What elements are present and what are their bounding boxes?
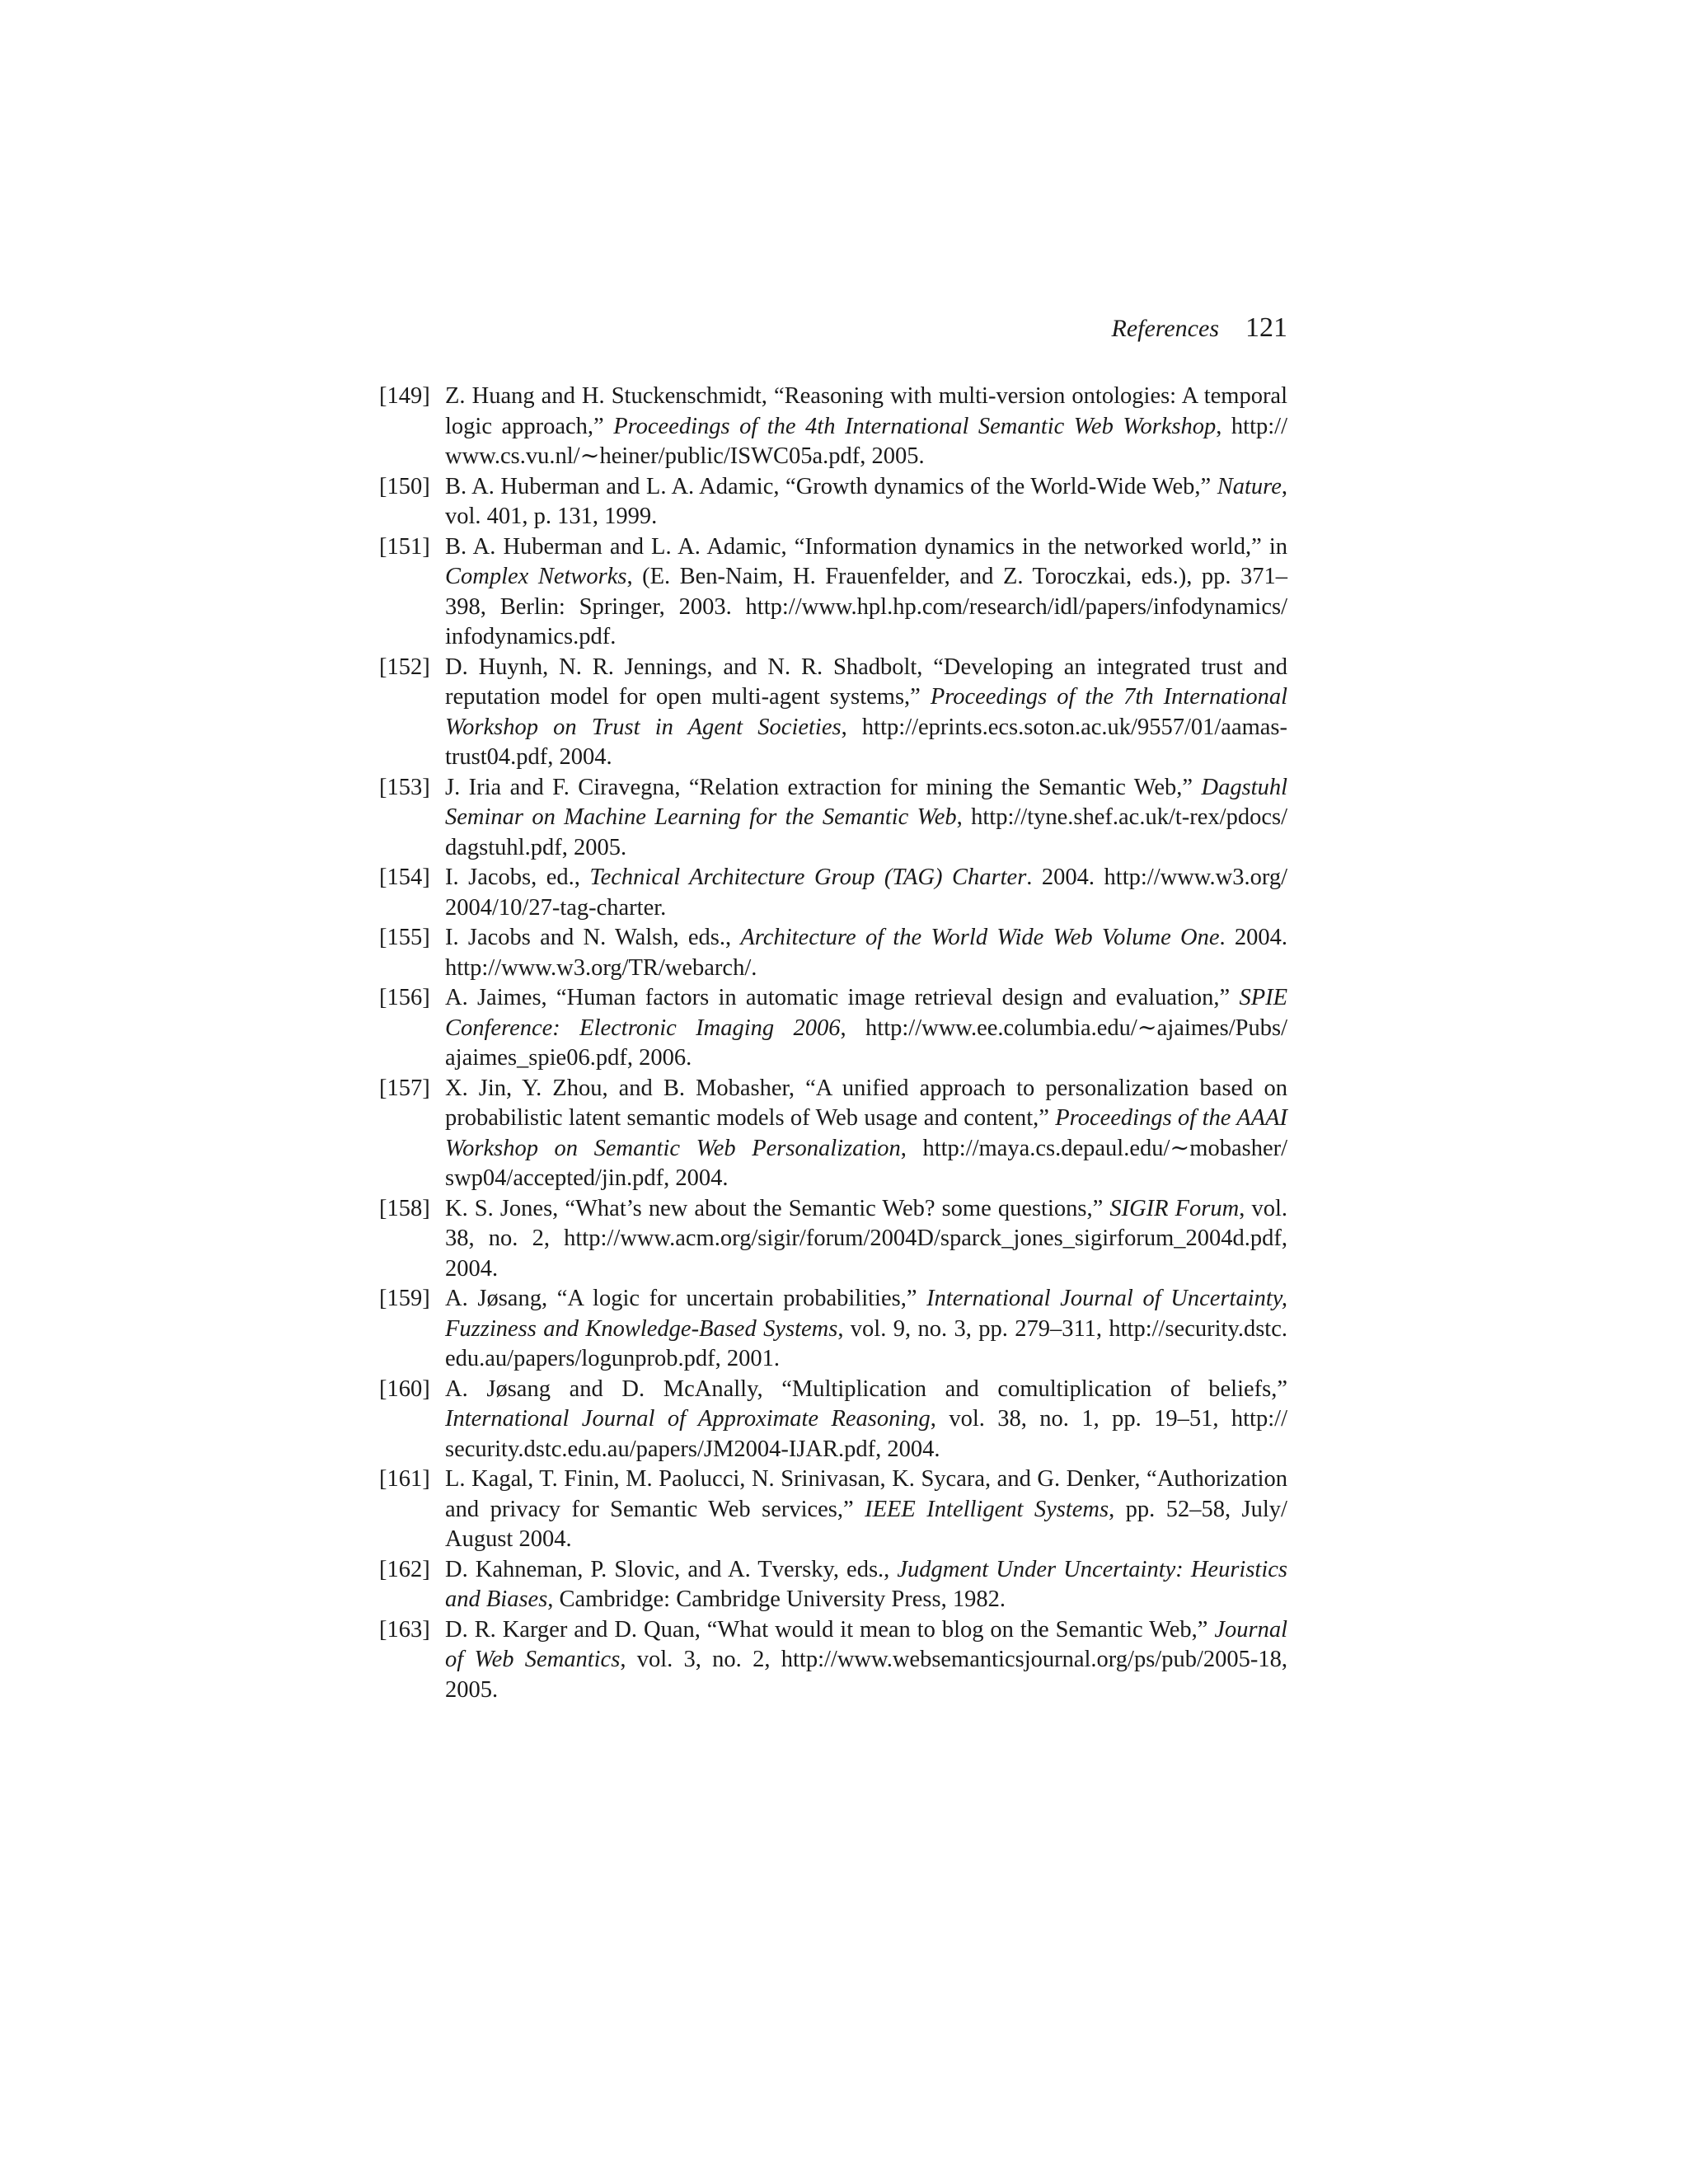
reference-segment: , http:/​/​eprints.​ecs.​soton.​ac.​uk/​9557/​01/​aamas-trust04.​pdf, 2004. [445,714,1287,770]
running-head [379,312,1287,345]
reference-number: [162] [379,1556,430,1582]
reference-number: [158] [379,1195,430,1221]
reference-text [445,923,1287,983]
page-number: 121 [1245,312,1287,343]
reference-segment: D. Kahneman, P. Slovic, and A. Tversky, eds.​, [445,1556,898,1582]
reference-entry [379,983,1287,1074]
reference-segment: A. Jaimes, “Human factors in automatic image retrieval design and evaluation,” [445,985,1240,1010]
reference-segment: , http:/​/​maya.​cs.​depaul.​edu/​∼mobasher/​swp04/​accepted/​jin.​pdf, 2004. [445,1135,1288,1191]
reference-entry [379,472,1287,532]
reference-entry [379,863,1287,923]
reference-text [445,1284,1287,1375]
reference-segment: , vol. 38, no. 1, pp. 19–51, http:/​/​security.​dstc.​edu.​au/​papers/​JM2004-IJAR.​pdf, 2004. [445,1406,1287,1462]
reference-number: [149] [379,383,430,409]
reference-segment: A. Jøsang, “A logic for uncertain probabilities,” [445,1286,927,1311]
reference-venue: Technical Architecture Group (TAG) Charter [589,865,1027,890]
reference-number: [156] [379,985,430,1010]
reference-number: [163] [379,1616,430,1643]
reference-segment: I. Jacobs and N. Walsh, eds.​, [445,925,741,950]
reference-segment: , vol. 3, no. 2, http:/​/​www.​websemanticsjournal.​org/​ps/​pub/​2005-18, 2005. [445,1647,1287,1703]
reference-text [445,1615,1287,1706]
reference-number: [151] [379,533,430,560]
reference-venue: SIGIR Forum [1109,1195,1240,1221]
reference-text [445,1465,1287,1555]
reference-text [445,532,1287,653]
reference-venue: IEEE Intelligent Systems [865,1496,1109,1522]
reference-entry [379,653,1287,773]
reference-text [445,1555,1287,1615]
reference-entry [379,532,1287,653]
reference-segment: A. Jøsang and D. McAnally, “Multiplication and comultiplication of beliefs,” [445,1376,1287,1402]
reference-segment: , Cambridge: Cambridge University Press, 1982. [547,1586,1006,1612]
reference-text [445,1074,1287,1194]
reference-number: [155] [379,925,430,950]
reference-entry [379,1074,1287,1194]
reference-segment: , http:/​/​tyne.​shef.​ac.​uk/​t-rex/​pdocs/​dagstuhl.​pdf, 2005. [445,804,1287,860]
reference-text [445,1375,1287,1465]
reference-number: [157] [379,1075,430,1101]
reference-venue: Judgment Under Uncertainty: Heuristics and Biases [445,1556,1287,1612]
reference-venue: Nature [1217,473,1282,499]
reference-segment: X. Jin, Y. Zhou, and B. Mobasher, “A unified approach to personalization based on probabilistic latent semantic models of Web usage and content,” [445,1075,1287,1131]
reference-venue: Proceedings of the 4th International Semantic Web Workshop [613,413,1217,439]
reference-venue: Dagstuhl Seminar on Machine Learning for the Semantic Web [445,774,1287,830]
reference-list [379,382,1287,1705]
reference-number: [150] [379,473,430,499]
section-title: References [1111,315,1219,342]
reference-text [445,653,1287,773]
reference-text [445,1194,1287,1285]
reference-venue: Architecture of the World Wide Web Volume One [740,925,1220,950]
reference-entry [379,382,1287,472]
reference-segment: . 2004. http:/​/​www.​w3.​org/​TR/​webarch/​. [445,925,1287,981]
reference-venue: Journal of Web Semantics [445,1616,1287,1672]
reference-segment: , vol. 9, no. 3, pp. 279–311, http:/​/​security.​dstc.​edu.​au/​papers/​logunprob.​pdf, 2001. [445,1315,1287,1371]
reference-text [445,472,1287,532]
reference-segment: K. S. Jones, “What’s new about the Semantic Web? some questions,” [445,1195,1110,1221]
reference-segment: , vol. 401, p. 131, 1999. [445,473,1287,529]
reference-venue: International Journal of Approximate Reasoning [445,1406,931,1432]
reference-text [445,983,1287,1074]
reference-entry [379,1194,1287,1285]
reference-segment: Z. Huang and H. Stuckenschmidt, “Reasoning with multi-version ontologies: A temporal logic approach,” [445,383,1287,439]
reference-entry [379,1375,1287,1465]
reference-segment: J. Iria and F. Ciravegna, “Relation extraction for mining the Semantic Web,” [445,774,1202,800]
reference-segment: I. Jacobs, ed.​, [445,865,590,890]
reference-segment: . 2004. http:/​/​www.​w3.​org/​2004/​10/​27-tag-charter. [445,865,1288,921]
reference-text [445,863,1287,923]
reference-number: [161] [379,1466,430,1492]
reference-segment: B. A. Huberman and L. A. Adamic, “Growth dynamics of the World-Wide Web,” [445,473,1217,499]
reference-segment: D. R. Karger and D. Quan, “What would it mean to blog on the Semantic Web,” [445,1616,1215,1643]
reference-segment: , http:/​/​www.​ee.​columbia.​edu/​∼ajaimes/​Pubs/​ajaimes_spie06.​pdf, 2006. [445,1015,1288,1071]
reference-entry [379,1555,1287,1615]
reference-segment: , http:/​/​www.​cs.​vu.​nl/​∼heiner/​public/​ISWC05a.​pdf, 2005. [445,413,1287,469]
reference-venue: Complex Networks [445,564,627,589]
reference-segment: D. Huynh, N. R. Jennings, and N. R. Shadbolt, “Developing an integrated trust and reputation model for open multi-agent systems,” [445,654,1287,710]
reference-venue: Proceedings of the AAAI Workshop on Semantic Web Personalization [445,1105,1287,1161]
reference-number: [154] [379,865,430,890]
reference-number: [153] [379,774,430,800]
reference-number: [152] [379,654,430,680]
reference-segment: , pp. 52–58, July/​August 2004. [445,1496,1287,1552]
reference-segment: , (E. Ben-Naim, H. Frauenfelder, and Z. Toroczkai, eds.​), pp. 371–398, Berlin: Springer, 2003. http:/​/​www.​hpl.​hp.​com/​research/​idl/​papers/​infodynamics/​infodynamics.​pdf. [445,564,1287,649]
reference-segment: , vol. 38, no. 2, http:/​/​www.​acm.​org/​sigir/​forum/​2004D/​sparck_jones_sigirforum_2004d.​pdf, 2004. [445,1195,1287,1282]
reference-venue: Proceedings of the 7th International Workshop on Trust in Agent Societies [445,684,1288,740]
reference-entry [379,1465,1287,1555]
reference-text [445,773,1287,864]
reference-number: [159] [379,1286,430,1311]
reference-entry [379,923,1287,983]
reference-text [445,382,1287,472]
reference-segment: L. Kagal, T. Finin, M. Paolucci, N. Srinivasan, K. Sycara, and G. Denker, “Authorization and privacy for Semantic Web services,” [445,1466,1287,1522]
reference-entry [379,773,1287,864]
reference-venue: International Journal of Uncertainty, Fuzziness and Knowledge-Based Systems [445,1286,1287,1342]
reference-segment: B. A. Huberman and L. A. Adamic, “Information dynamics in the networked world,” in [445,533,1287,560]
reference-number: [160] [379,1376,430,1402]
reference-venue: SPIE Conference: Electronic Imaging 2006 [445,985,1287,1041]
reference-entry [379,1615,1287,1706]
reference-entry [379,1284,1287,1375]
